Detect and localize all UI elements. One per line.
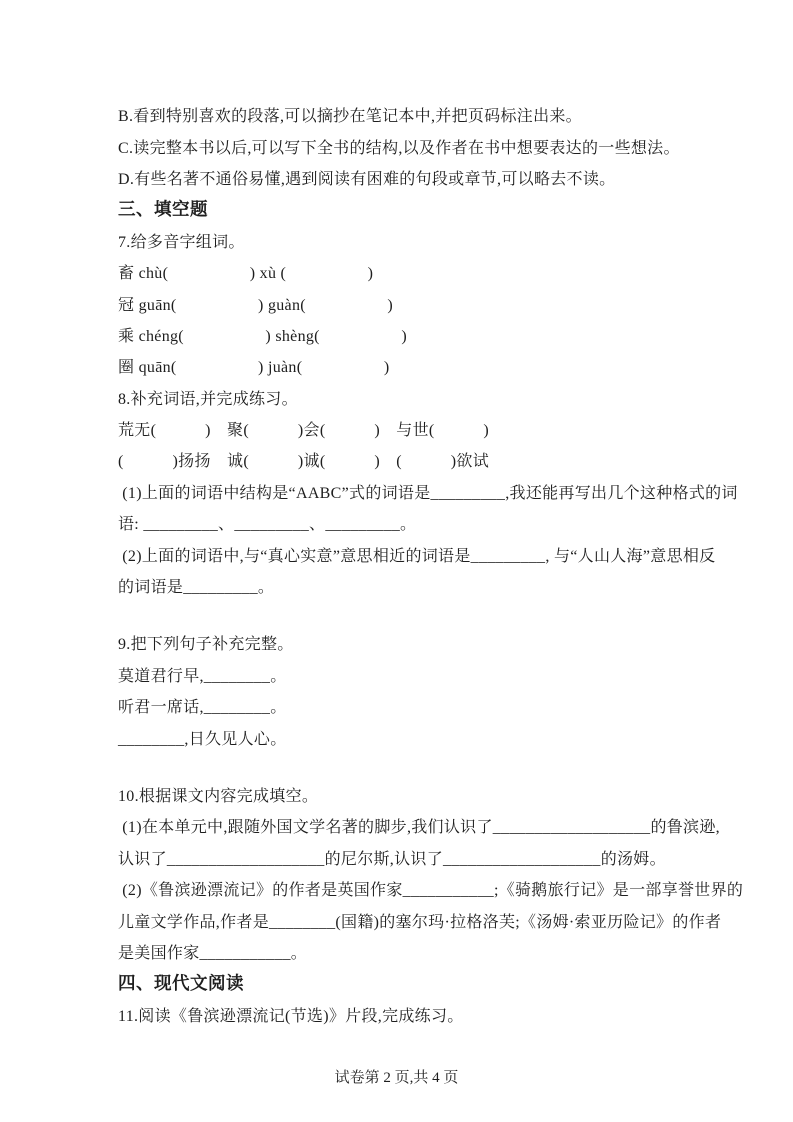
- q8-sub1-line-1: (1)上面的词语中结构是“AABC”式的词语是_________,我还能再写出几个这种格式的词: [118, 484, 738, 502]
- q7-row-chu: 畜 chù( ) xù ( ): [118, 265, 374, 283]
- q10-sub2-line-3: 是美国作家___________。: [118, 944, 308, 962]
- q9-line-2: 听君一席话,________。: [118, 699, 287, 717]
- answer-space: [118, 601, 680, 627]
- question-11-stem: 11.阅读《鲁滨逊漂流记(节选)》片段,完成练习。: [118, 1007, 464, 1025]
- page-content: [118, 99, 744, 1030]
- question-9-stem: 9.把下列句子补充完整。: [118, 636, 294, 654]
- page-footer: 试卷第 2 页,共 4 页: [334, 1070, 459, 1086]
- q10-sub2-line-1: (2)《鲁滨逊漂流记》的作者是英国作家___________;《骑鹅旅行记》是一部享誉世界的: [118, 882, 744, 900]
- q8-sub2-line-2: 的词语是_________。: [118, 579, 275, 597]
- question-7-stem: 7.给多音字组词。: [118, 233, 245, 251]
- option-c: C.读完整本书以后,可以写下全书的结构,以及作者在书中想要表达的一些想法。: [118, 139, 680, 157]
- q8-words-row-1: 荒无( ) 聚( )会( ) 与世( ): [118, 422, 490, 440]
- q9-line-1: 莫道君行早,________。: [118, 667, 287, 685]
- q8-sub1-line-2: 语: _________、_________、_________。: [118, 516, 417, 534]
- option-b: B.看到特别喜欢的段落,可以摘抄在笔记本中,并把页码标注出来。: [118, 108, 582, 126]
- question-8-stem: 8.补充词语,并完成练习。: [118, 390, 298, 408]
- q10-sub1-line-2: 认识了___________________的尼尔斯,认识了___________________的汤姆。: [118, 850, 666, 868]
- q7-row-quan: 圈 quān( ) juàn( ): [118, 359, 390, 377]
- question-10-stem: 10.根据课文内容完成填空。: [118, 788, 319, 805]
- q9-line-3: ________,日久见人心。: [118, 730, 287, 748]
- answer-space: [118, 753, 680, 779]
- option-d: D.有些名著不通俗易懂,遇到阅读有困难的句段或章节,可以略去不读。: [118, 170, 616, 188]
- q8-sub2-line-1: (2)上面的词语中,与“真心实意”意思相近的词语是_________, 与“人山人海”意思相反: [118, 547, 716, 565]
- q7-row-guan: 冠 guān( ) guàn( ): [118, 296, 394, 314]
- q10-sub1-line-1: (1)在本单元中,跟随外国文学名著的脚步,我们认识了___________________的鲁滨逊,: [118, 819, 720, 837]
- q8-words-row-2: ( )扬扬 诚( )诚( ) ( )欲试: [118, 453, 490, 471]
- section-heading-3: 三、填空题: [118, 199, 208, 220]
- q7-row-cheng: 乘 chéng( ) shèng( ): [118, 327, 407, 345]
- section-heading-4: 四、现代文阅读: [118, 973, 244, 994]
- q10-sub2-line-2: 儿童文学作品,作者是________(国籍)的塞尔玛·拉格洛芙;《汤姆·索亚历险记》的作者: [118, 913, 722, 931]
